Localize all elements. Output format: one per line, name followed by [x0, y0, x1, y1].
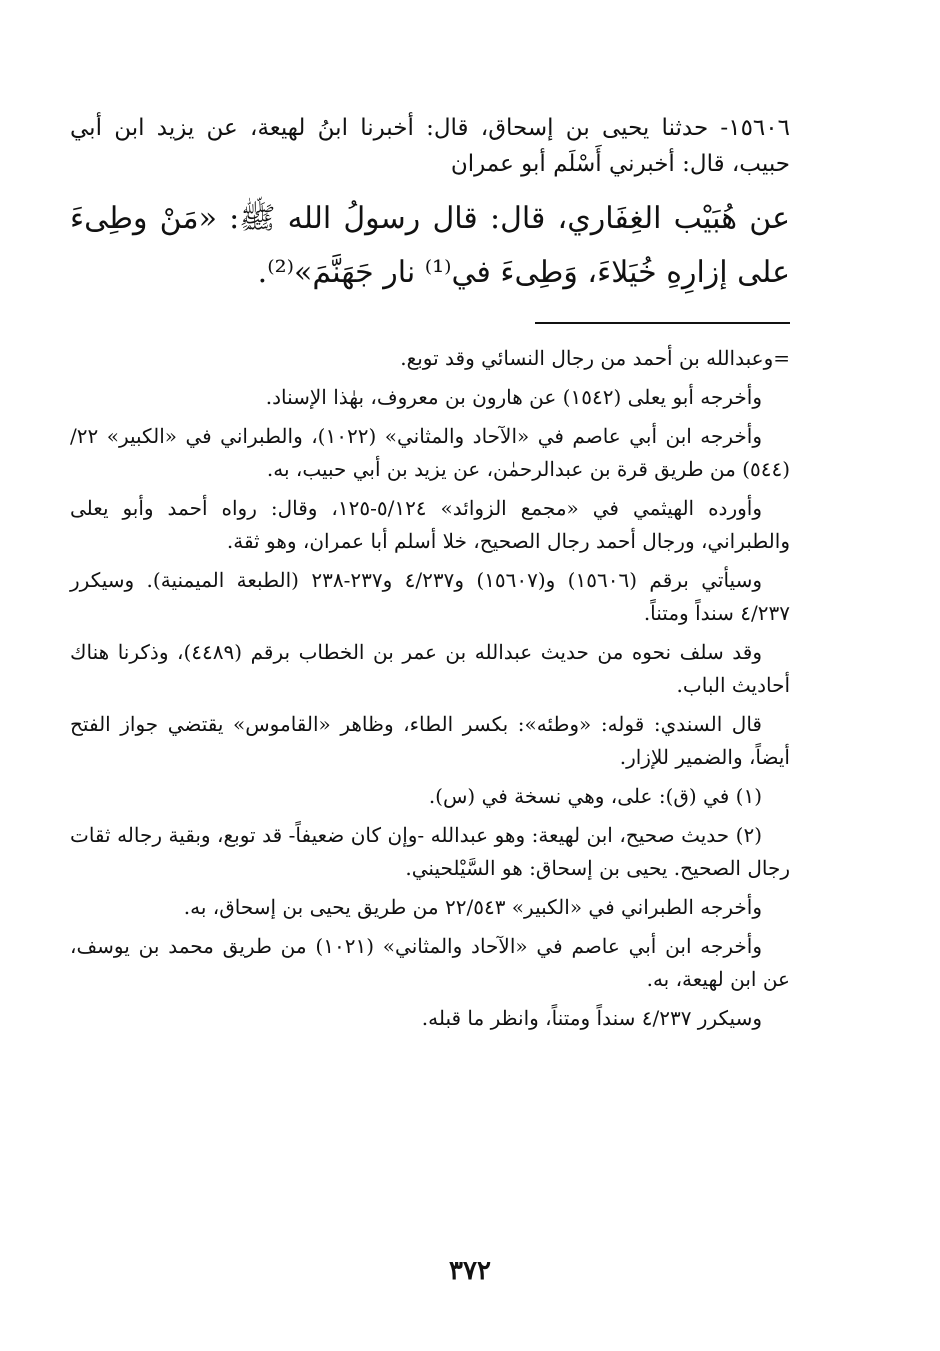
footnote-paragraph: وأخرجه ابن أبي عاصم في «الآحاد والمثاني» (١٠٢٢)، والطبراني في «الكبير» ٢٢/ (٥٤٤) من طريق قرة بن عبدالرحمٰن، عن يزيد بن أبي حبيب، به. — [70, 424, 790, 481]
page-number: ٣٧٢ — [449, 1256, 491, 1286]
hadith-isnad: ١٥٦٠٦- حدثنا يحيى بن إسحاق، قال: أخبرنا ابنُ لهيعة، عن يزيد ابن أبي حبيب، قال: أخبرني أَسْلَم أبو عمران — [70, 115, 790, 177]
footnote-paragraph: قال السندي: قوله: «وطئه»: بكسر الطاء، وظاهر «القاموس» يقتضي جواز الفتح أيضاً، والضمير للإزار. — [70, 712, 790, 769]
hadith-matn: عن هُبَيْب الغِفَاري، قال: قال رسولُ الله ﷺ: «مَنْ وطِىءَ على إزارِهِ خُيَلاءَ، وَطِىءَ في⁽¹⁾ نار جَهَنَّمَ»⁽²⁾. — [70, 201, 790, 290]
footnote-paragraph: وسيكرر ٤/٢٣٧ سنداً ومتناً، وانظر ما قبله. — [421, 1006, 762, 1030]
footnote-paragraph: وأخرجه أبو يعلى (١٥٤٢) عن هارون بن معروف، بهٰذا الإسناد. — [265, 385, 762, 409]
footnotes — [70, 342, 790, 1035]
footnote-paragraph: وأخرجه الطبراني في «الكبير» ٢٢/٥٤٣ من طريق يحيى بن إسحاق، به. — [183, 895, 762, 919]
page-body — [70, 110, 790, 1041]
footnote-separator — [535, 322, 790, 324]
footnote-continuation: =وعبدالله بن أحمد من رجال النسائي وقد توبع. — [400, 346, 790, 370]
footnote-paragraph: وقد سلف نحوه من حديث عبدالله بن عمر بن الخطاب برقم (٤٤٨٩)، وذكرنا هناك أحاديث الباب. — [70, 640, 790, 697]
footnote-paragraph: وأخرجه ابن أبي عاصم في «الآحاد والمثاني» (١٠٢١) من طريق محمد بن يوسف، عن ابن لهيعة، به. — [70, 934, 790, 991]
footnote-paragraph: وسيأتي برقم (١٥٦٠٦) و(١٥٦٠٧) و٤/٢٣٧ و٢٣٧-٢٣٨ (الطبعة الميمنية). وسيكرر ٤/٢٣٧ سنداً ومتناً. — [70, 568, 790, 625]
footnote-2: (٢) حديث صحيح، ابن لهيعة: وهو عبدالله -وإن كان ضعيفاً- قد توبع، وبقية رجاله ثقات رجال الصحيح. يحيى بن إسحاق: هو السَّيْلحيني. — [70, 823, 790, 880]
footnote-paragraph: وأورده الهيثمي في «مجمع الزوائد» ٥/١٢٤-١٢٥، وقال: رواه أحمد وأبو يعلى والطبراني، ورجال أحمد رجال الصحيح، خلا أسلم أبا عمران، وهو ثقة. — [70, 496, 790, 553]
footnote-1: (١) في (ق): على، وهي نسخة في (س). — [428, 784, 762, 808]
